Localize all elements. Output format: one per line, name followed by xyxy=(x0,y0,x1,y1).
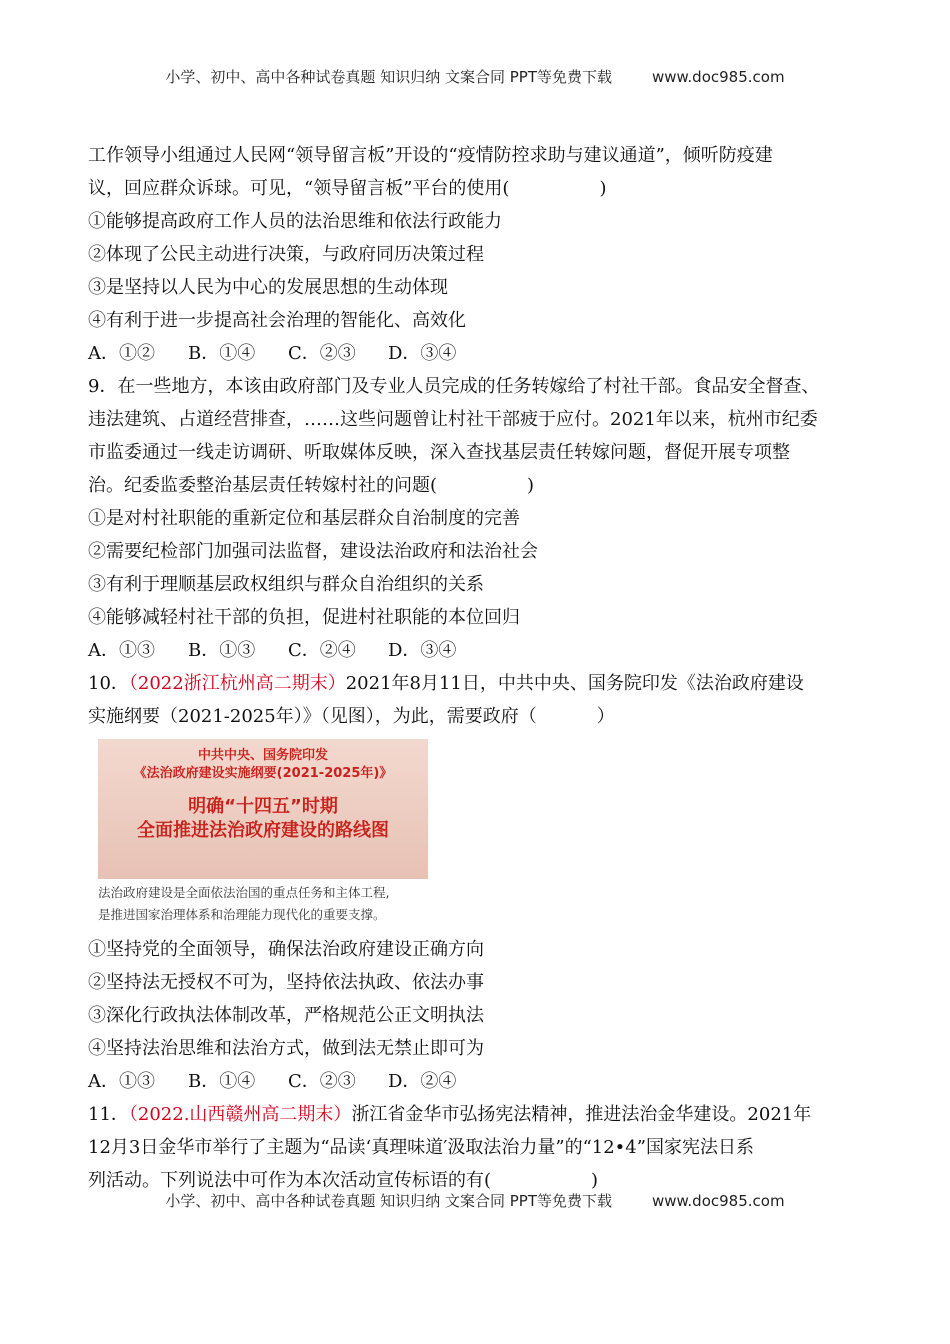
q10-number: 10． xyxy=(88,673,129,694)
q8-item-4: ④有利于进一步提高社会治理的智能化、高效化 xyxy=(88,310,466,331)
q9-item-3: ③有利于理顺基层政权组织与群众自治组织的关系 xyxy=(88,574,484,595)
q8-line2 xyxy=(88,172,868,205)
q11-line1 xyxy=(88,1098,868,1131)
q10-stem-end: 实施纲要（2021-2025年）》（见图），为此，需要政府（ xyxy=(88,706,537,727)
footer-site: www.doc985.com xyxy=(651,1192,785,1210)
q11-number: 11． xyxy=(88,1104,129,1125)
q9-option-c: C．②④ xyxy=(288,640,356,661)
q10-item-1: ①坚持党的全面领导，确保法治政府建设正确方向 xyxy=(88,939,484,960)
q10-line1 xyxy=(88,667,868,700)
q10-item-3: ③深化行政执法体制改革，严格规范公正文明执法 xyxy=(88,1005,484,1026)
q10-line1-rest: 2021年8月11日，中共中央、国务院印发《法治政府建设 xyxy=(345,673,804,694)
q9-item-2: ②需要纪检部门加强司法监督，建设法治政府和法治社会 xyxy=(88,541,538,562)
q8-item-1: ①能够提高政府工作人员的法治思维和依法行政能力 xyxy=(88,211,502,232)
poster-line4: 全面推进法治政府建设的路线图 xyxy=(137,820,389,841)
q10-options xyxy=(88,1065,868,1098)
q10-option-a: A．①③ xyxy=(88,1071,155,1092)
poster-line1: 中共中央、国务院印发 xyxy=(197,748,328,763)
q8-option-c: C．②③ xyxy=(288,343,356,364)
q9-option-a: A．①③ xyxy=(88,640,155,661)
figure-caption-1: 法治政府建设是全面依法治国的重点任务和主体工程, xyxy=(98,885,390,900)
q8-paren-close: ) xyxy=(599,178,607,199)
q10-option-b: B．①④ xyxy=(188,1071,256,1092)
poster-line2: 《法治政府建设实施纲要(2021-2025年)》 xyxy=(133,766,393,781)
page-header xyxy=(0,66,950,87)
header-site: www.doc985.com xyxy=(651,68,785,86)
footer-text: 小学、初中、高中各种试卷真题 知识归纳 文案合同 PPT等免费下载 xyxy=(165,1192,612,1210)
q9-item-1: ①是对村社职能的重新定位和基层群众自治制度的完善 xyxy=(88,508,520,529)
q8-options xyxy=(88,337,868,370)
q9-option-d: D．③④ xyxy=(388,640,457,661)
q10-line2 xyxy=(88,700,868,733)
page-footer xyxy=(0,1190,950,1211)
policy-figure xyxy=(98,739,458,929)
q10-option-d: D．②④ xyxy=(388,1071,457,1092)
q8-item-3: ③是坚持以人民为中心的发展思想的生动体现 xyxy=(88,277,448,298)
q8-option-b: B．①④ xyxy=(188,343,256,364)
poster-line3: 明确“十四五”时期 xyxy=(188,796,338,817)
q8-item-2: ②体现了公民主动进行决策，与政府同历决策过程 xyxy=(88,244,484,265)
policy-poster xyxy=(98,739,428,879)
q9-option-b: B．①③ xyxy=(188,640,256,661)
q9-paren-close: ) xyxy=(527,475,535,496)
q9-options xyxy=(88,634,868,667)
q10-option-c: C．②③ xyxy=(288,1071,356,1092)
q9-line1: 9．在一些地方，本该由政府部门及专业人员完成的任务转嫁给了村社干部。食品安全督查、 xyxy=(88,376,820,397)
q8-line1: 工作领导小组通过人民网“领导留言板”开设的“疫情防控求助与建议通道”，倾听防疫建 xyxy=(88,145,773,166)
exam-content xyxy=(88,139,868,1197)
q11-paren-close: ) xyxy=(591,1170,599,1191)
q8-option-a: A．①② xyxy=(88,343,155,364)
q11-line2: 12月3日金华市举行了主题为“品读‘真理味道′汲取法治力量”的“12•4”国家宪法日系 xyxy=(88,1137,754,1158)
q9-stem-end: 治。纪委监委整治基层责任转嫁村社的问题( xyxy=(88,475,438,496)
q10-item-2: ②坚持法无授权不可为，坚持依法执政、依法办事 xyxy=(88,972,484,993)
q8-stem-end: 议，回应群众诉球。可见，“领导留言板”平台的使用( xyxy=(88,178,510,199)
q11-stem-end: 列活动。下列说法中可作为本次活动宣传标语的有( xyxy=(88,1170,492,1191)
q10-paren-close: ） xyxy=(596,706,615,727)
q10-item-4: ④坚持法治思维和法治方式，做到法无禁止即可为 xyxy=(88,1038,484,1059)
q9-item-4: ④能够减轻村社干部的负担，促进村社职能的本位回归 xyxy=(88,607,520,628)
q9-line2: 违法建筑、占道经营排查，……这些问题曾让村社干部疲于应付。2021年以来，杭州市纪委 xyxy=(88,409,818,430)
q8-option-d: D．③④ xyxy=(388,343,457,364)
q10-source: （2022浙江杭州高二期末） xyxy=(128,673,346,694)
q9-line4 xyxy=(88,469,868,502)
header-text: 小学、初中、高中各种试卷真题 知识归纳 文案合同 PPT等免费下载 xyxy=(165,68,612,86)
q11-line1-rest: 浙江省金华市弘扬宪法精神，推进法治金华建设。2021年 xyxy=(351,1104,812,1125)
figure-caption-2: 是推进国家治理体系和治理能力现代化的重要支撑。 xyxy=(98,907,386,922)
q9-line3: 市监委通过一线走访调研、听取媒体反映，深入查找基层责任转嫁问题，督促开展专项整 xyxy=(88,442,790,463)
q11-source: （2022.山西赣州高二期末） xyxy=(128,1104,352,1125)
